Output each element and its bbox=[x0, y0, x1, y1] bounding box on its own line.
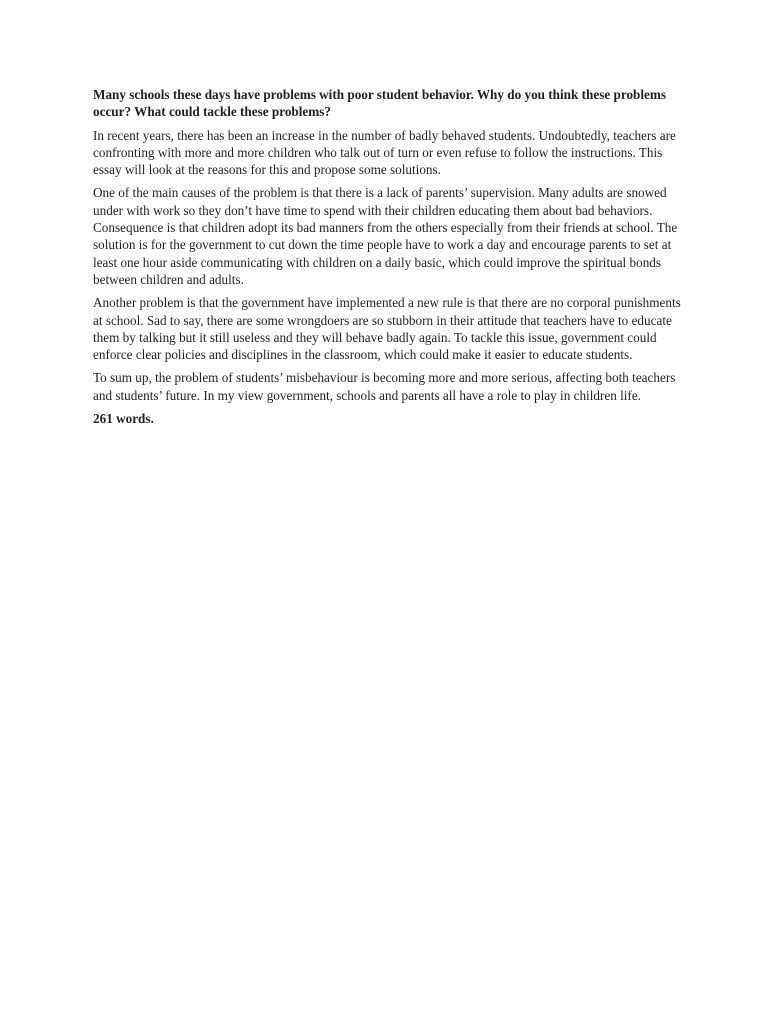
essay-paragraph-intro: In recent years, there has been an increase in the number of badly behaved students. Undoubtedly, teachers are confronting with more and more children who talk out of turn or even refuse to follow the instructions. This essay will look at the reasons for this and propose some solutions. bbox=[93, 127, 676, 178]
essay-paragraph-cause-1: One of the main causes of the problem is that there is a lack of parents’ supervision. Many adults are snowed under with work so they don’t have time to spend with their children educating them about bad behaviors. Consequence is that children adopt its bad manners from the others especially from their friends at school. The solution is for the government to cut down the time people have to work a day and encourage parents to set at least one hour aside communicating with children on a daily basic, which could improve the spiritual bonds between children and adults. bbox=[93, 185, 678, 287]
document-page bbox=[93, 86, 683, 427]
essay-prompt: Many schools these days have problems with poor student behavior. Why do you think these problems occur? What could tackle these problems? bbox=[93, 87, 667, 120]
essay-paragraph-cause-2: Another problem is that the government have implemented a new rule is that there are no corporal punishments at school. Sad to say, there are some wrongdoers are so stubborn in their attitude that teachers have to educate them by talking but it still useless and they will behave badly again. To tackle this issue, government could enforce clear policies and disciplines in the classroom, which could make it easier to educate students. bbox=[93, 295, 681, 363]
essay-paragraph-conclusion: To sum up, the problem of students’ misbehaviour is becoming more and more serious, affecting both teachers and students’ future. In my view government, schools and parents all have a role to play in children life. bbox=[93, 370, 676, 403]
word-count: 261 words. bbox=[93, 411, 154, 427]
